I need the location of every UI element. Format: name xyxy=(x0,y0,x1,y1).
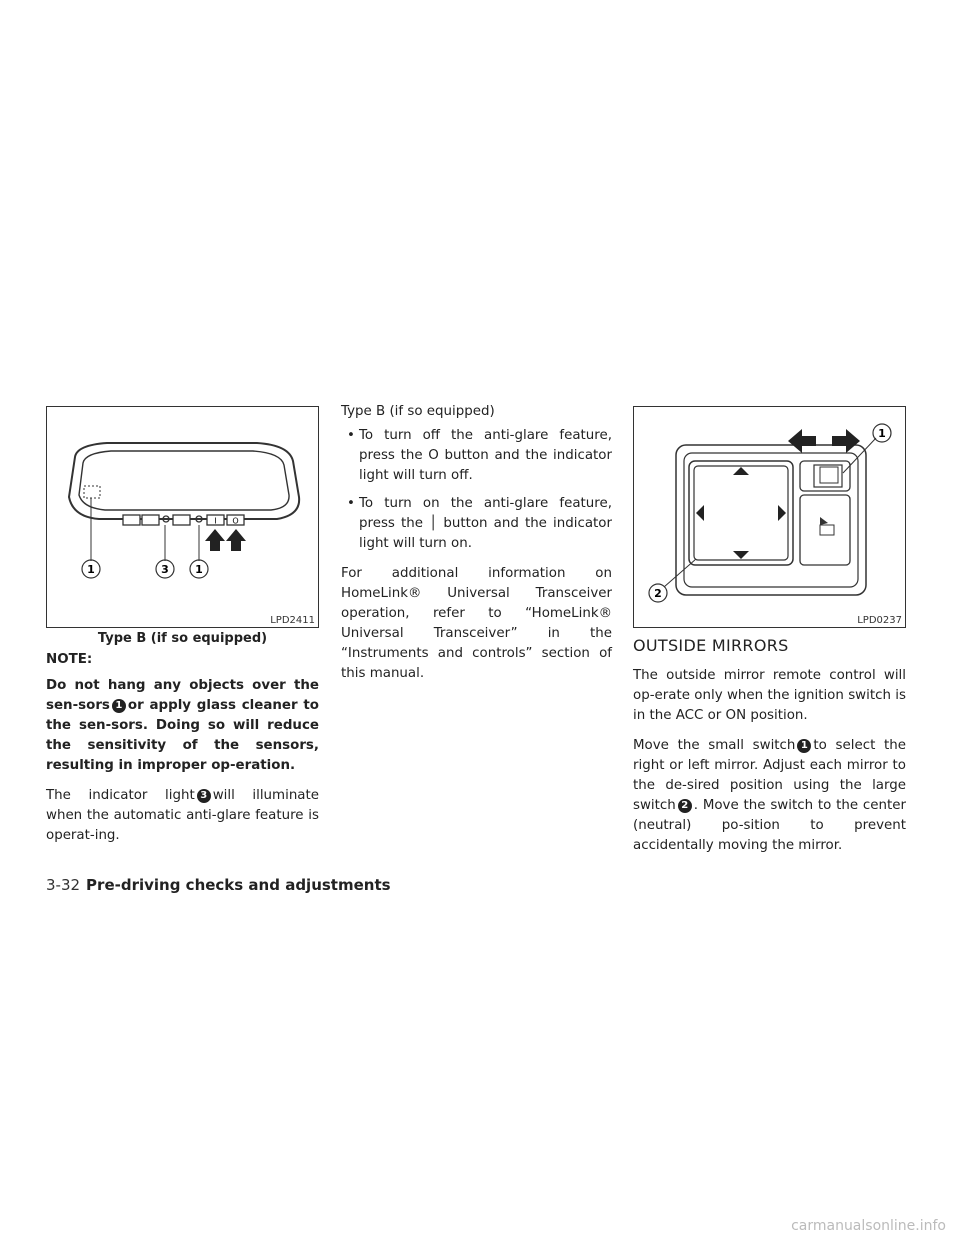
callout-ref: 2 xyxy=(678,799,692,813)
chapter-title: Pre-driving checks and adjustments xyxy=(86,876,391,894)
bullet-item: • To turn off the anti-glare feature, press the O button and the indicator light will turn off. xyxy=(341,426,612,486)
indicator-text-part2: will illuminate when the automatic anti-glare feature is operat-ing. xyxy=(46,788,319,843)
bullet-item: • To turn on the anti-glare feature, press the │ button and the indicator light will turn on. xyxy=(341,494,612,554)
rearview-mirror-illustration xyxy=(47,407,320,629)
figure-code: LPD0237 xyxy=(857,615,902,626)
figure-code: LPD2411 xyxy=(270,615,315,626)
note-text-part2: or apply glass cleaner to the sen-sors. Doing so will reduce the sensitivity of the sensors, resulting in improper op-eration. xyxy=(46,698,319,773)
button-i-label: I xyxy=(214,516,217,526)
right-column xyxy=(633,636,906,866)
p2-part-a: Move the small switch xyxy=(633,738,796,753)
outside-mirror-paragraph-1: The outside mirror remote control will op-erate only when the ignition switch is in the ACC or ON position. xyxy=(633,668,906,723)
watermark: carmanualsonline.info xyxy=(791,1218,946,1234)
callout-1: 1 xyxy=(195,563,203,576)
page-number: 3-32 xyxy=(46,876,81,894)
indicator-text-part1: The indicator light xyxy=(46,788,195,803)
button-o-label: O xyxy=(232,516,239,526)
mirror-figure xyxy=(46,406,319,628)
callout-2: 2 xyxy=(654,587,662,600)
figure-caption: Type B (if so equipped) xyxy=(97,631,268,646)
mirror-switch-figure xyxy=(633,406,906,628)
note-label: NOTE: xyxy=(46,652,93,667)
callout-1: 1 xyxy=(87,563,95,576)
arrow-up-icon xyxy=(226,529,246,551)
arrow-left-icon xyxy=(788,429,816,453)
page-footer xyxy=(46,876,391,894)
callout-ref: 1 xyxy=(797,739,811,753)
note-text-part1: Do not hang any objects over the sen-sors xyxy=(46,678,319,713)
p2-part-b: to select the right or left mirror. Adjust each mirror to the de-sired position using the large switch xyxy=(633,738,907,813)
middle-column xyxy=(341,402,612,694)
left-column xyxy=(46,650,319,856)
section-heading: OUTSIDE MIRRORS xyxy=(633,636,789,655)
mirror-switch-illustration xyxy=(634,407,907,629)
note-text xyxy=(46,676,319,776)
arrow-up-icon xyxy=(205,529,225,551)
p2-part-c: . Move the switch to the center (neutral) po-sition to prevent accidentally moving the mirror. xyxy=(633,798,906,853)
indicator-paragraph xyxy=(46,786,319,846)
outside-mirror-paragraph-2 xyxy=(633,736,906,856)
callout-ref: 3 xyxy=(197,789,211,803)
arrow-right-icon xyxy=(832,429,860,453)
type-b-heading: Type B (if so equipped) xyxy=(341,404,495,419)
homelink-paragraph: For additional information on HomeLink® Universal Transceiver operation, refer to “HomeLink® Universal Transceiver” in the “Instruments and controls” section of this manual. xyxy=(341,566,612,681)
bullet-list xyxy=(341,426,612,554)
callout-3: 3 xyxy=(161,563,169,576)
callout-1: 1 xyxy=(878,427,886,440)
callout-ref: 1 xyxy=(112,699,126,713)
